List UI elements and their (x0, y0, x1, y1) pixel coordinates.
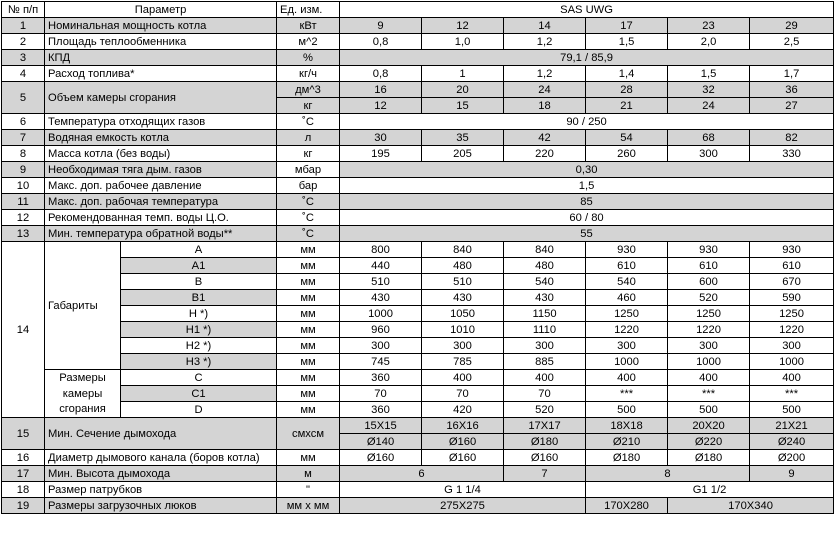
value-cell: 300 (422, 338, 504, 354)
param-label: Площадь теплообменника (45, 34, 277, 50)
value-cell: 510 (422, 274, 504, 290)
row-17 (2, 466, 834, 482)
value-cell: 480 (504, 258, 586, 274)
row-9 (2, 162, 834, 178)
value-cell: 30 (340, 130, 422, 146)
value-cell: Ø160 (504, 450, 586, 466)
row-number: 15 (2, 418, 45, 450)
row-number: 3 (2, 50, 45, 66)
value-cell: 82 (750, 130, 834, 146)
row-4 (2, 66, 834, 82)
value-cell: 195 (340, 146, 422, 162)
value-cell: 1010 (422, 322, 504, 338)
value-cell: 1 (422, 66, 504, 82)
value-cell: Ø160 (340, 450, 422, 466)
row-number: 13 (2, 226, 45, 242)
value-cell: 1,5 (340, 178, 834, 194)
unit-cell: дм^3 (277, 82, 340, 98)
value-cell: 70 (504, 386, 586, 402)
header-num: № п/п (2, 2, 45, 18)
value-cell: 1,4 (586, 66, 668, 82)
value-cell: 500 (750, 402, 834, 418)
row-14-A1 (2, 258, 834, 274)
value-cell: 14 (504, 18, 586, 34)
param-label: Водяная емкость котла (45, 130, 277, 146)
value-cell: 360 (340, 402, 422, 418)
unit-cell: мм (277, 402, 340, 418)
value-cell: Ø210 (586, 434, 668, 450)
value-cell: 1,2 (504, 66, 586, 82)
value-cell: 510 (340, 274, 422, 290)
row-14-B (2, 274, 834, 290)
unit-cell: бар (277, 178, 340, 194)
value-cell: 1050 (422, 306, 504, 322)
row-16 (2, 450, 834, 466)
value-cell: 68 (668, 130, 750, 146)
unit-cell: м (277, 466, 340, 482)
row-8 (2, 146, 834, 162)
row-number: 14 (2, 242, 45, 418)
value-cell: 1220 (668, 322, 750, 338)
value-cell: Ø220 (668, 434, 750, 450)
value-cell: 300 (750, 338, 834, 354)
unit-cell: " (277, 482, 340, 498)
value-cell: 0,8 (340, 34, 422, 50)
dim-key: C (121, 370, 277, 386)
value-cell: 430 (504, 290, 586, 306)
row-15a (2, 418, 834, 434)
dim-key: H2 *) (121, 338, 277, 354)
value-cell: 90 / 250 (340, 114, 834, 130)
value-cell: Ø240 (750, 434, 834, 450)
value-cell: 300 (668, 146, 750, 162)
value-cell: 785 (422, 354, 504, 370)
dim-key: H3 *) (121, 354, 277, 370)
param-label: Мин. температура обратной воды** (45, 226, 277, 242)
value-cell: Ø200 (750, 450, 834, 466)
value-cell: 18 (504, 98, 586, 114)
unit-cell: мм (277, 386, 340, 402)
value-cell: 400 (504, 370, 586, 386)
unit-cell: мм (277, 450, 340, 466)
value-cell: 300 (586, 338, 668, 354)
value-cell: 960 (340, 322, 422, 338)
param-label: Размеры загрузочных люков (45, 498, 277, 514)
value-cell: G1 1/2 (586, 482, 834, 498)
value-cell: 480 (422, 258, 504, 274)
row-number: 8 (2, 146, 45, 162)
value-cell: 670 (750, 274, 834, 290)
row-14-H3 (2, 354, 834, 370)
value-cell: 840 (504, 242, 586, 258)
value-cell: 1250 (586, 306, 668, 322)
unit-cell: мм (277, 258, 340, 274)
param-label: Расход топлива* (45, 66, 277, 82)
value-cell: 400 (750, 370, 834, 386)
value-cell: 23 (668, 18, 750, 34)
value-cell: 20X20 (668, 418, 750, 434)
value-cell: 1000 (586, 354, 668, 370)
value-cell: 27 (750, 98, 834, 114)
value-cell: 500 (668, 402, 750, 418)
value-cell: 85 (340, 194, 834, 210)
row-18 (2, 482, 834, 498)
unit-cell: мм (277, 242, 340, 258)
unit-cell: мбар (277, 162, 340, 178)
unit-cell: мм х мм (277, 498, 340, 514)
row-number: 5 (2, 82, 45, 114)
row-13 (2, 226, 834, 242)
value-cell: 16X16 (422, 418, 504, 434)
row-number: 1 (2, 18, 45, 34)
value-cell: 0,8 (340, 66, 422, 82)
param-label: Объем камеры сгорания (45, 82, 277, 114)
value-cell: 220 (504, 146, 586, 162)
param-label: Масса котла (без воды) (45, 146, 277, 162)
value-cell: 1250 (668, 306, 750, 322)
value-cell: G 1 1/4 (340, 482, 586, 498)
value-cell: 6 (340, 466, 504, 482)
row-number: 11 (2, 194, 45, 210)
row-14-C1 (2, 386, 834, 402)
param-label: Мин. Сечение дымохода (45, 418, 277, 450)
unit-cell: кВт (277, 18, 340, 34)
row-14-H (2, 306, 834, 322)
value-cell: 745 (340, 354, 422, 370)
value-cell: 12 (422, 18, 504, 34)
unit-cell: мм (277, 370, 340, 386)
value-cell: 260 (586, 146, 668, 162)
row-3 (2, 50, 834, 66)
value-cell: *** (750, 386, 834, 402)
row-number: 12 (2, 210, 45, 226)
unit-cell: л (277, 130, 340, 146)
param-label: Мин. Высота дымохода (45, 466, 277, 482)
value-cell: 54 (586, 130, 668, 146)
param-label: Размер патрубков (45, 482, 277, 498)
row-number: 4 (2, 66, 45, 82)
row-number: 18 (2, 482, 45, 498)
param-label: Температура отходящих газов (45, 114, 277, 130)
value-cell: 55 (340, 226, 834, 242)
value-cell: 930 (750, 242, 834, 258)
unit-cell: смхсм (277, 418, 340, 450)
row-number: 16 (2, 450, 45, 466)
value-cell: 610 (668, 258, 750, 274)
row-1 (2, 18, 834, 34)
value-cell: *** (668, 386, 750, 402)
value-cell: 28 (586, 82, 668, 98)
param-label: Макс. доп. рабочая температура (45, 194, 277, 210)
value-cell: 1000 (668, 354, 750, 370)
value-cell: 1,2 (504, 34, 586, 50)
unit-cell: кг (277, 98, 340, 114)
value-cell: 24 (504, 82, 586, 98)
unit-cell: кг/ч (277, 66, 340, 82)
unit-cell: кг (277, 146, 340, 162)
value-cell: 400 (586, 370, 668, 386)
value-cell: 21 (586, 98, 668, 114)
value-cell: 29 (750, 18, 834, 34)
value-cell: *** (586, 386, 668, 402)
value-cell: 300 (340, 338, 422, 354)
header-unit: Ед. изм. (277, 2, 340, 18)
param-label: Макс. доп. рабочее давление (45, 178, 277, 194)
row-6 (2, 114, 834, 130)
value-cell: 15 (422, 98, 504, 114)
unit-cell: ˚С (277, 114, 340, 130)
value-cell: 32 (668, 82, 750, 98)
value-cell: 1000 (750, 354, 834, 370)
dim-key: C1 (121, 386, 277, 402)
value-cell: 36 (750, 82, 834, 98)
value-cell: 400 (668, 370, 750, 386)
value-cell: 1110 (504, 322, 586, 338)
value-cell: 1150 (504, 306, 586, 322)
row-number: 6 (2, 114, 45, 130)
value-cell: 1220 (586, 322, 668, 338)
value-cell: 1,0 (422, 34, 504, 50)
value-cell: 170X280 (586, 498, 668, 514)
row-7 (2, 130, 834, 146)
dim-key: A (121, 242, 277, 258)
value-cell: 885 (504, 354, 586, 370)
value-cell: 840 (422, 242, 504, 258)
value-cell: 9 (340, 18, 422, 34)
header-param: Параметр (45, 2, 277, 18)
value-cell: 18X18 (586, 418, 668, 434)
param-label: Диаметр дымового канала (боров котла) (45, 450, 277, 466)
value-cell: 205 (422, 146, 504, 162)
value-cell: 1,5 (668, 66, 750, 82)
value-cell: 21X21 (750, 418, 834, 434)
value-cell: 460 (586, 290, 668, 306)
unit-cell: ˚С (277, 226, 340, 242)
row-14-C (2, 370, 834, 386)
value-cell: 20 (422, 82, 504, 98)
value-cell: 590 (750, 290, 834, 306)
value-cell: 400 (422, 370, 504, 386)
row-number: 7 (2, 130, 45, 146)
value-cell: 520 (668, 290, 750, 306)
value-cell: 540 (586, 274, 668, 290)
value-cell: 17X17 (504, 418, 586, 434)
value-cell: 330 (750, 146, 834, 162)
value-cell: 930 (668, 242, 750, 258)
row-14-H1 (2, 322, 834, 338)
unit-cell: ˚С (277, 210, 340, 226)
value-cell: 800 (340, 242, 422, 258)
dim-key: H1 *) (121, 322, 277, 338)
value-cell: 2,0 (668, 34, 750, 50)
param-label: КПД (45, 50, 277, 66)
value-cell: 430 (340, 290, 422, 306)
value-cell: 300 (668, 338, 750, 354)
value-cell: 420 (422, 402, 504, 418)
value-cell: 70 (340, 386, 422, 402)
value-cell: 500 (586, 402, 668, 418)
row-number: 9 (2, 162, 45, 178)
value-cell: 42 (504, 130, 586, 146)
group-label-gabarity: Габариты (45, 242, 121, 370)
unit-cell: % (277, 50, 340, 66)
value-cell: 1,7 (750, 66, 834, 82)
group-label-kamery: камеры (45, 386, 121, 402)
value-cell: Ø180 (586, 450, 668, 466)
unit-cell: мм (277, 322, 340, 338)
value-cell: 24 (668, 98, 750, 114)
row-2 (2, 34, 834, 50)
value-cell: Ø180 (668, 450, 750, 466)
value-cell: 275X275 (340, 498, 586, 514)
param-label: Рекомендованная темп. воды Ц.О. (45, 210, 277, 226)
row-5a (2, 82, 834, 98)
unit-cell: мм (277, 354, 340, 370)
header-row (2, 2, 834, 18)
unit-cell: мм (277, 338, 340, 354)
unit-cell: мм (277, 290, 340, 306)
dim-key: D (121, 402, 277, 418)
dim-key: B1 (121, 290, 277, 306)
value-cell: 16 (340, 82, 422, 98)
value-cell: 440 (340, 258, 422, 274)
value-cell: 15X15 (340, 418, 422, 434)
value-cell: 0,30 (340, 162, 834, 178)
row-14-A (2, 242, 834, 258)
value-cell: 2,5 (750, 34, 834, 50)
value-cell: 1220 (750, 322, 834, 338)
value-cell: Ø160 (422, 434, 504, 450)
value-cell: 930 (586, 242, 668, 258)
value-cell: 1250 (750, 306, 834, 322)
header-model: SAS UWG (340, 2, 834, 18)
row-number: 19 (2, 498, 45, 514)
value-cell: 540 (504, 274, 586, 290)
param-label: Необходимая тяга дым. газов (45, 162, 277, 178)
value-cell: 60 / 80 (340, 210, 834, 226)
value-cell: 8 (586, 466, 750, 482)
row-12 (2, 210, 834, 226)
value-cell: 430 (422, 290, 504, 306)
group-label-razmery: Размеры (45, 370, 121, 386)
dim-key: H *) (121, 306, 277, 322)
row-number: 10 (2, 178, 45, 194)
unit-cell: ˚С (277, 194, 340, 210)
value-cell: 70 (422, 386, 504, 402)
value-cell: Ø140 (340, 434, 422, 450)
row-number: 17 (2, 466, 45, 482)
value-cell: 1,5 (586, 34, 668, 50)
row-number: 2 (2, 34, 45, 50)
value-cell: 35 (422, 130, 504, 146)
dim-key: B (121, 274, 277, 290)
boiler-spec-table (1, 1, 834, 514)
value-cell: 520 (504, 402, 586, 418)
row-10 (2, 178, 834, 194)
value-cell: 300 (504, 338, 586, 354)
value-cell: Ø180 (504, 434, 586, 450)
unit-cell: мм (277, 306, 340, 322)
value-cell: 9 (750, 466, 834, 482)
value-cell: 600 (668, 274, 750, 290)
value-cell: Ø160 (422, 450, 504, 466)
row-14-D (2, 402, 834, 418)
value-cell: 360 (340, 370, 422, 386)
value-cell: 610 (750, 258, 834, 274)
value-cell: 170X340 (668, 498, 834, 514)
value-cell: 17 (586, 18, 668, 34)
row-14-B1 (2, 290, 834, 306)
param-label: Номинальная мощность котла (45, 18, 277, 34)
row-14-H2 (2, 338, 834, 354)
row-11 (2, 194, 834, 210)
dim-key: A1 (121, 258, 277, 274)
unit-cell: м^2 (277, 34, 340, 50)
value-cell: 7 (504, 466, 586, 482)
value-cell: 12 (340, 98, 422, 114)
value-cell: 1000 (340, 306, 422, 322)
unit-cell: мм (277, 274, 340, 290)
row-19 (2, 498, 834, 514)
group-label-sgoraniya: сгорания (45, 402, 121, 418)
value-cell: 610 (586, 258, 668, 274)
value-cell: 79,1 / 85,9 (340, 50, 834, 66)
